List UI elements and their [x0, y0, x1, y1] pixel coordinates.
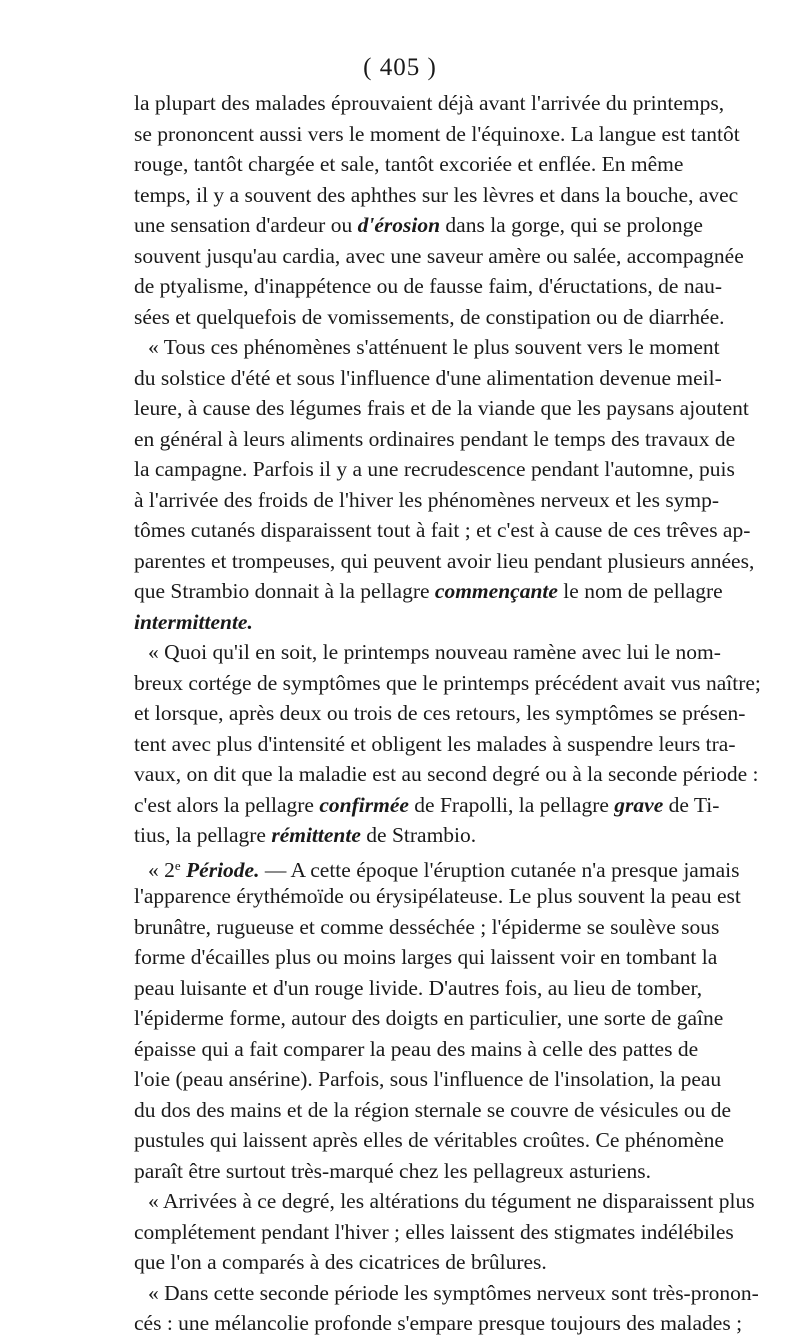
text-line: que l'on a comparés à des cicatrices de brûlures. — [134, 1250, 547, 1274]
paragraph-start — [134, 851, 740, 882]
paragraph-start: « Quoi qu'il en soit, le printemps nouveau ramène avec lui le nom- — [148, 640, 721, 664]
text-span: le nom de pellagre — [557, 579, 723, 603]
text-line: du dos des mains et de la région sternale se couvre de vésicules ou de — [134, 1097, 732, 1122]
text-line: tent avec plus d'intensité et obligent les malades à suspendre leurs tra- — [134, 731, 736, 756]
text-line: épaisse qui a fait comparer la peau des mains à celle des pattes de — [134, 1036, 699, 1061]
text-line: souvent jusqu'au cardia, avec une saveur amère ou salée, accompagnée — [134, 243, 744, 268]
italic-term: intermittente. — [134, 609, 253, 634]
text-span: que Strambio donnait à la pellagre — [134, 579, 435, 603]
italic-term: confirmée — [319, 792, 409, 817]
text-line: peau luisante et d'un rouge livide. D'autres fois, au lieu de tomber, — [134, 975, 703, 1000]
text-line: l'apparence érythémoïde ou érysipélateuse. Le plus souvent la peau est — [134, 884, 741, 908]
text-span: tius, la pellagre — [134, 823, 272, 847]
text-span: « 2 — [148, 857, 175, 882]
text-span: de Ti- — [663, 792, 720, 817]
text-span: — A cette époque l'éruption cutanée n'a presque jamais — [259, 857, 740, 882]
text-line: parentes et trompeuses, qui peuvent avoir lieu pendant plusieurs années, — [134, 548, 755, 573]
text-line — [134, 210, 703, 241]
text-span: de Frapolli, la pellagre — [408, 792, 615, 817]
text-line: vaux, on dit que la maladie est au second degré ou à la seconde période : — [134, 762, 759, 786]
text-line: sées et quelquefois de vomissements, de constipation ou de diarrhée. — [134, 304, 725, 329]
text-line: de ptyalisme, d'inappétence ou de fausse faim, d'éructations, de nau- — [134, 274, 723, 298]
italic-term: d'érosion — [357, 213, 441, 237]
text-line: cés : une mélancolie profonde s'empare presque toujours des malades ; — [134, 1311, 743, 1335]
text-line: forme d'écailles plus ou moins larges qui laissent voir en tombant la — [134, 945, 718, 969]
text-line — [134, 820, 681, 851]
text-line: du solstice d'été et sous l'influence d'une alimentation devenue meil- — [134, 365, 722, 390]
text-line: breux cortége de symptômes que le printemps précédent avait vus naître; — [134, 670, 761, 695]
page-number: ( 405 ) — [363, 54, 437, 81]
text-line: rouge, tantôt chargée et sale, tantôt excoriée et enflée. En même — [134, 152, 684, 176]
paragraph-start: « Tous ces phénomènes s'atténuent le plus souvent vers le moment — [148, 335, 720, 359]
text-line: brunâtre, rugueuse et comme desséchée ; l'épiderme se soulève sous — [134, 914, 720, 939]
text-line: l'oie (peau ansérine). Parfois, sous l'influence de l'insolation, la peau — [134, 1067, 722, 1091]
text-line: à l'arrivée des froids de l'hiver les phénomènes nerveux et les symp- — [134, 487, 720, 512]
text-line — [134, 576, 723, 607]
italic-term: commençante — [434, 579, 558, 603]
text-line: et lorsque, après deux ou trois de ces retours, les symptômes se présen- — [134, 701, 746, 725]
paragraph-start: « Dans cette seconde période les symptômes nerveux sont très-pronon- — [148, 1280, 759, 1305]
section-heading: Période. — [180, 857, 260, 882]
text-line: en général à leurs aliments ordinaires pendant le temps des travaux de — [134, 426, 736, 451]
text-span: dans la gorge, qui se prolonge — [440, 213, 703, 237]
text-line: leure, à cause des légumes frais et de la viande que les paysans ajoutent — [134, 396, 749, 420]
text-line — [134, 790, 720, 821]
text-line: se prononcent aussi vers le moment de l'équinoxe. La langue est tantôt — [134, 121, 740, 146]
text-span: c'est alors la pellagre — [134, 792, 320, 817]
text-line: la campagne. Parfois il y a une recrudescence pendant l'automne, puis — [134, 457, 735, 481]
text-line: l'épiderme forme, autour des doigts en particulier, une sorte de gaîne — [134, 1006, 724, 1030]
body-text — [134, 88, 761, 1339]
italic-term: rémittente — [271, 823, 361, 847]
text-line: temps, il y a souvent des aphthes sur les lèvres et dans la bouche, avec — [134, 182, 739, 207]
superscript: e — [174, 857, 181, 873]
text-line: tômes cutanés disparaissent tout à fait ; et c'est à cause de ces trêves ap- — [134, 518, 751, 542]
text-line: la plupart des malades éprouvaient déjà avant l'arrivée du printemps, — [134, 91, 725, 115]
text-line: pustules qui laissent après elles de véritables croûtes. Ce phénomène — [134, 1128, 724, 1152]
paragraph-start: « Arrivées à ce degré, les altérations du tégument ne disparaissent plus — [148, 1189, 755, 1213]
text-line: complétement pendant l'hiver ; elles laissent des stigmates indélébiles — [134, 1219, 734, 1244]
text-span: une sensation d'ardeur ou — [134, 213, 358, 237]
text-line: paraît être surtout très-marqué chez les pellagreux asturiens. — [134, 1158, 651, 1183]
text-span: de Strambio. — [360, 823, 477, 847]
italic-term: grave — [614, 792, 664, 817]
